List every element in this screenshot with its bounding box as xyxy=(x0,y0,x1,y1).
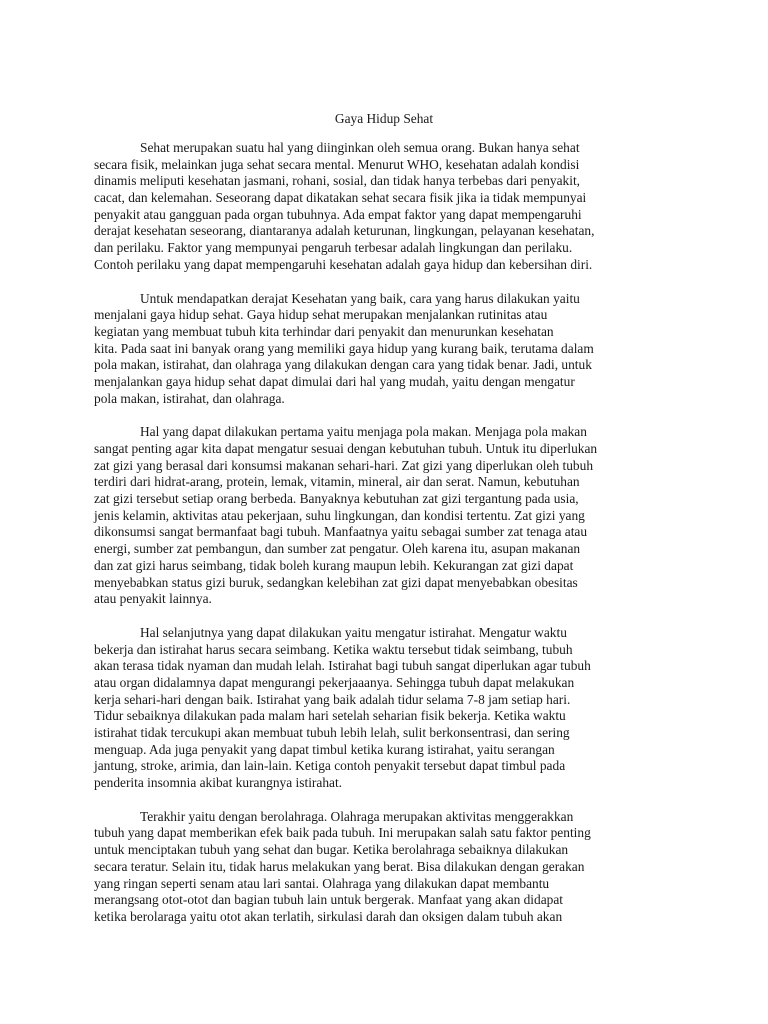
paragraph-line: dan perilaku. Faktor yang mempunyai pengaruh terbesar adalah lingkungan dan perilaku. xyxy=(94,240,573,256)
paragraph xyxy=(94,424,674,608)
paragraph-line: kerja sehari-hari dengan baik. Istirahat yang baik adalah tidur selama 7-8 jam setiap hari. xyxy=(94,691,571,707)
paragraph-line: penyakit atau gangguan pada organ tubuhnya. Ada empat faktor yang dapat mempengaruhi xyxy=(94,206,582,222)
paragraph-line: secara fisik, melainkan juga sehat secara mental. Menurut WHO, kesehatan adalah kondisi xyxy=(94,156,580,172)
paragraph-line: derajat kesehatan seseorang, diantaranya adalah keturunan, lingkungan, pelayanan kesehatan, xyxy=(94,223,595,239)
paragraph-line: Sehat merupakan suatu hal yang diinginkan oleh semua orang. Bukan hanya sehat xyxy=(140,140,580,155)
paragraph-line: Untuk mendapatkan derajat Kesehatan yang baik, cara yang harus dilakukan yaitu xyxy=(140,290,580,306)
paragraph-line: Hal yang dapat dilakukan pertama yaitu menjaga pola makan. Menjaga pola makan xyxy=(140,424,587,440)
paragraph-line: atau penyakit lainnya. xyxy=(94,591,212,607)
paragraph xyxy=(94,140,674,274)
paragraph-line: terdiri dari hidrat-arang, protein, lemak, vitamin, mineral, air dan serat. Namun, kebutuhan xyxy=(94,474,580,490)
paragraph xyxy=(94,809,674,926)
paragraph-line: penderita insomnia akibat kurangnya istirahat. xyxy=(94,775,343,791)
paragraph-line: bekerja dan istirahat harus secara seimbang. Ketika waktu tersebut tidak seimbang, tubuh xyxy=(94,641,573,657)
document-page xyxy=(94,110,674,926)
document-body xyxy=(94,140,674,926)
paragraph-line: secara teratur. Selain itu, tidak harus melakukan yang berat. Bisa dilakukan dengan gerakan xyxy=(94,858,585,874)
paragraph-line: menjalani gaya hidup sehat. Gaya hidup sehat merupakan menjalankan rutinitas atau xyxy=(94,307,548,323)
paragraph-line: pola makan, istirahat, dan olahraga yang dilakukan dengan cara yang tidak benar. Jadi, untuk xyxy=(94,357,592,373)
paragraph-line: Contoh perilaku yang dapat mempengaruhi kesehatan adalah gaya hidup dan kebersihan diri. xyxy=(94,256,593,272)
paragraph-line: istirahat tidak tercukupi akan membuat tubuh lebih lelah, sulit berkonsentrasi, dan sering xyxy=(94,725,570,740)
paragraph-line: Tidur sebaiknya dilakukan pada malam hari setelah seharian fisik bekerja. Ketika waktu xyxy=(94,708,566,724)
paragraph-line: tubuh yang dapat memberikan efek baik pada tubuh. Ini merupakan salah satu faktor penting xyxy=(94,825,591,841)
paragraph-line: jantung, stroke, arimia, dan lain-lain. Ketiga contoh penyakit tersebut dapat timbul pada xyxy=(94,758,566,774)
paragraph-line: ketika berolaraga yaitu otot akan terlatih, sirkulasi darah dan oksigen dalam tubuh akan xyxy=(94,908,563,924)
paragraph-line: jenis kelamin, aktivitas atau pekerjaan, suhu lingkungan, dan kondisi tertentu. Zat gizi yang xyxy=(94,507,585,523)
paragraph-line: dikonsumsi sangat bermanfaat bagi tubuh. Manfaatnya yaitu sebagai sumber zat tenaga atau xyxy=(94,524,588,540)
paragraph xyxy=(94,625,674,792)
paragraph-line: pola makan, istirahat, dan olahraga. xyxy=(94,390,285,406)
paragraph-line: akan terasa tidak nyaman dan mudah lelah. Istirahat bagi tubuh sangat diperlukan agar tubuh xyxy=(94,658,591,674)
paragraph-line: menyebabkan status gizi buruk, sedangkan kelebihan zat gizi dapat menyebabkan obesitas xyxy=(94,574,578,590)
paragraph-line: Hal selanjutnya yang dapat dilakukan yaitu mengatur istirahat. Mengatur waktu xyxy=(140,624,567,640)
paragraph-line: kegiatan yang membuat tubuh kita terhindar dari penyakit dan menurunkan kesehatan xyxy=(94,323,554,339)
paragraph-line: untuk menciptakan tubuh yang sehat dan bugar. Ketika berolahraga sebaiknya dilakukan xyxy=(94,842,569,858)
paragraph-line: dinamis meliputi kesehatan jasmani, rohani, sosial, dan tidak hanya terbebas dari penyakit, xyxy=(94,173,581,189)
paragraph-line: dan zat gizi harus seimbang, tidak boleh kurang maupun lebih. Kekurangan zat gizi dapat xyxy=(94,557,574,573)
paragraph-line: zat gizi tersebut setiap orang berbeda. Banyaknya kebutuhan zat gizi tergantung pada usia, xyxy=(94,491,579,507)
paragraph-line: sangat penting agar kita dapat mengatur sesuai dengan kebutuhan tubuh. Untuk itu diperlukan xyxy=(94,441,598,456)
paragraph-line: merangsang otot-otot dan bagian tubuh lain untuk bergerak. Manfaat yang akan didapat xyxy=(94,892,564,908)
paragraph-line: yang ringan seperti senam atau lari santai. Olahraga yang dilakukan dapat membantu xyxy=(94,875,550,891)
paragraph xyxy=(94,291,674,408)
paragraph-line: zat gizi yang berasal dari konsumsi makanan sehari-hari. Zat gizi yang diperlukan oleh tubuh xyxy=(94,457,594,473)
paragraph-line: cacat, dan kelemahan. Seseorang dapat dikatakan sehat secara fisik jika ia tidak mempunyai xyxy=(94,190,587,206)
paragraph-line: menguap. Ada juga penyakit yang dapat timbul ketika kurang istirahat, yaitu serangan xyxy=(94,741,555,757)
paragraph-line: kita. Pada saat ini banyak orang yang memiliki gaya hidup yang kurang baik, terutama dalam xyxy=(94,340,594,356)
paragraph-line: Terakhir yaitu dengan berolahraga. Olahraga merupakan aktivitas menggerakkan xyxy=(140,808,574,824)
paragraph-line: atau organ didalamnya dapat mengurangi pekerjaaanya. Sehingga tubuh dapat melakukan xyxy=(94,674,575,690)
paragraph-line: menjalankan gaya hidup sehat dapat dimulai dari hal yang mudah, yaitu dengan mengatur xyxy=(94,373,575,389)
document-title: Gaya Hidup Sehat xyxy=(334,111,434,126)
paragraph-line: energi, sumber zat pembangun, dan sumber zat pengatur. Oleh karena itu, asupan makanan xyxy=(94,541,581,557)
